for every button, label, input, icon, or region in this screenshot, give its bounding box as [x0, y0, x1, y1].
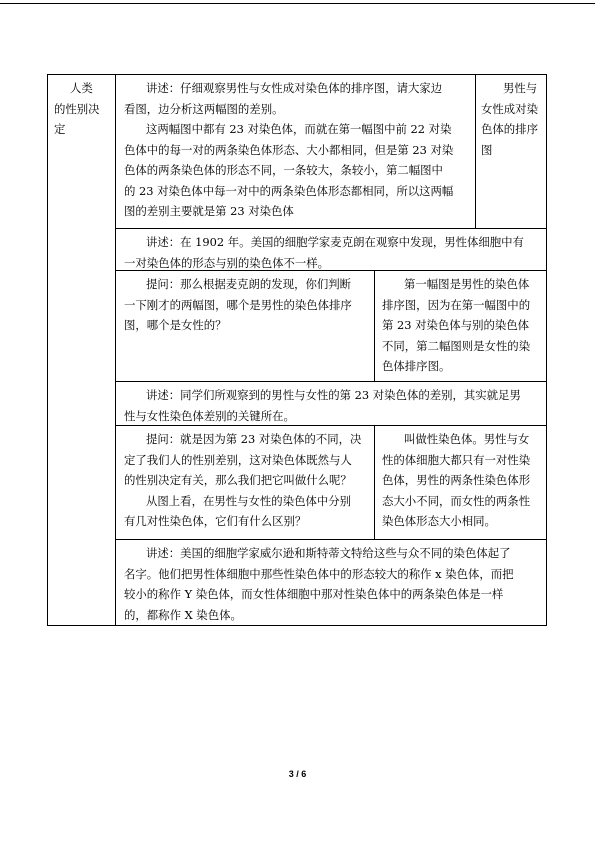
row3-answer [375, 272, 546, 377]
text-line: 这两幅图中都有 23 对染色体，而就在第一幅图中前 22 对染 [146, 122, 452, 136]
text-line: 提问：就是因为第 23 对染色体的不同，决 [146, 432, 362, 446]
row-divider [115, 228, 547, 229]
row3-question [116, 272, 373, 336]
text-line: 定了我们人的性别差别，这对染色体既然与人 [124, 452, 352, 467]
topic-cell [48, 76, 114, 140]
text-line: 叫做性染色体。男性与女 [404, 432, 530, 446]
text-line: 排序图，因为在第一幅图中的 [382, 297, 531, 312]
text-line: 较小的称作 Y 染色体，而女性体细胞中那对性染色体中的两条染色体是一样 [124, 587, 504, 601]
page-number: 3 / 6 [288, 769, 307, 779]
text-line: 的，都称作 X 染色体。 [124, 607, 242, 622]
text-line: 一对染色体的形态与别的染色体不一样。 [124, 255, 330, 270]
text-line: 女性成对染 [481, 101, 538, 116]
text-line: 看图，边分析这两幅图的差别。 [124, 101, 284, 116]
row1-explanation [116, 76, 474, 222]
text-line: 图的差别主要就是第 23 对染色体 [124, 204, 294, 218]
text-line: 名字。他们把男性体细胞中那些性染色体中的形态较大的称作 x 染色体，而把 [124, 566, 514, 581]
text-line: 男性与 [503, 81, 538, 95]
text-line: 不同，第二幅图则是女性的染 [382, 338, 531, 353]
topic-line: 的性别决 [54, 101, 100, 116]
row2-explanation [116, 230, 546, 273]
row1-side-note [476, 76, 546, 160]
text-line: 性与女性染色体差别的关键所在。 [124, 408, 295, 423]
text-line: 图 [481, 142, 493, 157]
row6-explanation [116, 541, 546, 625]
text-line: 讲述：在 1902 年。美国的细胞学家麦克朗在观察中发现，男性体细胞中有 [146, 235, 524, 249]
text-line: 色体的两条染色体的形态不同，一条较大，条较小，第二幅图中 [124, 163, 443, 177]
text-line: 图，哪个是女性的？ [124, 318, 227, 332]
text-line: 第 23 对染色体与别的染色体 [382, 318, 530, 332]
text-line: 有几对性染色体，它们有什么区别？ [124, 514, 307, 528]
row4-explanation [116, 383, 546, 426]
text-line: 第一幅图是男性的染色体 [404, 277, 530, 291]
text-line: 一下刚才的两幅图，哪个是男性的染色体排序 [124, 297, 352, 312]
row5-answer [375, 427, 546, 532]
text-line: 提问：那么根据麦克朗的发现，你们判断 [146, 277, 352, 291]
text-line: 色体中的每一对的两条染色体形态、大小都相同，但是第 23 对染 [124, 142, 454, 157]
text-line: 从图上看，在男性与女性的染色体中分别 [146, 493, 352, 508]
page-top-rule [0, 3, 595, 4]
topic-line: 定 [54, 122, 66, 136]
text-line: 色体排序图。 [382, 359, 451, 373]
text-line: 讲述：同学们所观察到的男性与女性的第 23 对染色体的差别，其实就足男 [146, 388, 521, 402]
text-line: 性的体细胞大都只有一对性染 [382, 452, 531, 467]
text-line: 讲述：美国的细胞学家威尔逊和斯特蒂文特给这些与众不同的染色体起了 [146, 546, 511, 560]
row-divider [115, 381, 547, 382]
text-line: 色体的排序 [481, 122, 538, 136]
row-divider [115, 539, 547, 540]
topic-line: 人类 [70, 81, 93, 95]
text-line: 讲述：仔细观察男性与女性成对染色体的排序图，请大家边 [146, 81, 443, 95]
text-line: 染色体形态大小相同。 [382, 514, 496, 528]
text-line: 态大小不同，而女性的两条性 [382, 493, 531, 508]
text-line: 色体，男性的两条性染色体形 [382, 473, 531, 487]
text-line: 的 23 对染色体中每一对中的两条染色体形态都相同，所以这两幅 [124, 183, 454, 198]
row5-question [116, 427, 373, 532]
text-line: 的性别决定有关，那么我们把它叫做什么呢？ [124, 473, 352, 487]
